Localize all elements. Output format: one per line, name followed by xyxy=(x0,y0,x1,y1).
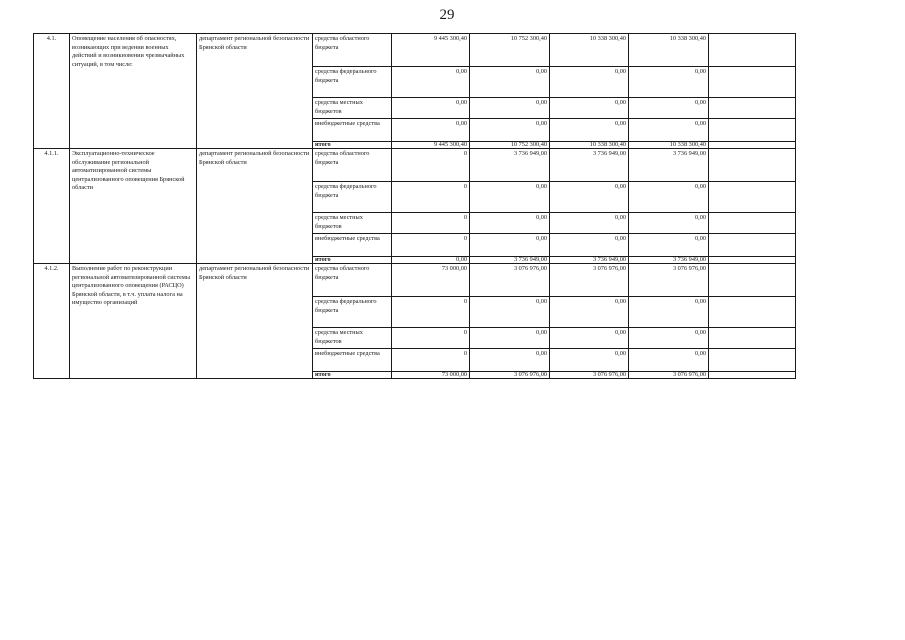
total-amount: 0,00 xyxy=(392,257,470,264)
section-code: 4.1.2. xyxy=(34,264,70,379)
amount-cell: 0,00 xyxy=(629,328,709,349)
empty-cell xyxy=(709,142,796,149)
empty-cell xyxy=(709,234,796,257)
amount-cell: 3 076 976,00 xyxy=(550,264,629,297)
total-label: итого xyxy=(313,372,392,379)
amount-cell: 0,00 xyxy=(470,349,550,372)
amount-cell: 0,00 xyxy=(470,328,550,349)
total-label: итого xyxy=(313,257,392,264)
amount-cell: 0,00 xyxy=(392,98,470,119)
empty-cell xyxy=(709,257,796,264)
amount-cell: 3 076 976,00 xyxy=(629,264,709,297)
amount-cell: 0,00 xyxy=(550,98,629,119)
funding-source: внебюджетные средства xyxy=(313,234,392,257)
total-amount: 3 076 976,00 xyxy=(550,372,629,379)
total-amount: 3 736 949,00 xyxy=(629,257,709,264)
total-amount: 3 736 949,00 xyxy=(550,257,629,264)
budget-table xyxy=(33,33,796,379)
amount-cell: 10 752 300,40 xyxy=(470,34,550,67)
funding-source: средства федерального бюджета xyxy=(313,67,392,98)
funding-source: внебюджетные средства xyxy=(313,349,392,372)
amount-cell: 0,00 xyxy=(470,213,550,234)
empty-cell xyxy=(709,182,796,213)
amount-cell: 0,00 xyxy=(550,119,629,142)
amount-cell: 0,00 xyxy=(470,182,550,213)
amount-cell: 0,00 xyxy=(392,67,470,98)
amount-cell: 0,00 xyxy=(550,297,629,328)
amount-cell: 0,00 xyxy=(550,182,629,213)
page-number: 29 xyxy=(439,7,455,23)
total-amount: 10 338 300,40 xyxy=(550,142,629,149)
amount-cell: 0,00 xyxy=(629,213,709,234)
empty-cell xyxy=(709,34,796,67)
section-name: Выполнение работ по реконструкции региональной автоматизированной системы централизованного оповещения (РАСЦО) Брянской области, в т.ч. уплата налога на имущество организаций xyxy=(70,264,197,379)
amount-cell: 0,00 xyxy=(470,98,550,119)
table-row xyxy=(34,149,796,182)
total-amount: 10 752 300,40 xyxy=(470,142,550,149)
amount-cell: 10 338 300,40 xyxy=(629,34,709,67)
total-amount: 9 445 300,40 xyxy=(392,142,470,149)
section-name: Эксплуатационно-техническое обслуживание региональной автоматизированной системы централизованного оповещения Брянской области xyxy=(70,149,197,264)
amount-cell: 9 445 300,40 xyxy=(392,34,470,67)
amount-cell: 0 xyxy=(392,349,470,372)
amount-cell: 0,00 xyxy=(629,297,709,328)
funding-source: средства областного бюджета xyxy=(313,264,392,297)
amount-cell: 0,00 xyxy=(470,234,550,257)
funding-source: внебюджетные средства xyxy=(313,119,392,142)
amount-cell: 0,00 xyxy=(629,182,709,213)
empty-cell xyxy=(709,372,796,379)
funding-source: средства областного бюджета xyxy=(313,149,392,182)
amount-cell: 0 xyxy=(392,297,470,328)
amount-cell: 0 xyxy=(392,213,470,234)
funding-source: средства федерального бюджета xyxy=(313,297,392,328)
amount-cell: 3 076 976,00 xyxy=(470,264,550,297)
section-executor: департамент региональной безопасности Брянской области xyxy=(197,149,313,264)
section-code: 4.1. xyxy=(34,34,70,149)
amount-cell: 73 000,00 xyxy=(392,264,470,297)
total-amount: 10 338 300,40 xyxy=(629,142,709,149)
section-name: Оповещение населения об опасностях, возникающих при ведении военных действий и возникновении чрезвычайных ситуаций, в том числе: xyxy=(70,34,197,149)
funding-source: средства местных бюджетов xyxy=(313,328,392,349)
amount-cell: 0,00 xyxy=(392,119,470,142)
total-amount: 3 736 949,00 xyxy=(470,257,550,264)
funding-source: средства местных бюджетов xyxy=(313,98,392,119)
amount-cell: 0,00 xyxy=(550,234,629,257)
amount-cell: 0,00 xyxy=(550,328,629,349)
funding-source: средства федерального бюджета xyxy=(313,182,392,213)
amount-cell: 0 xyxy=(392,182,470,213)
amount-cell: 0,00 xyxy=(550,67,629,98)
section-executor: департамент региональной безопасности Брянской области xyxy=(197,34,313,149)
empty-cell xyxy=(709,98,796,119)
amount-cell: 0,00 xyxy=(470,119,550,142)
total-label: итого xyxy=(313,142,392,149)
table-row xyxy=(34,34,796,67)
empty-cell xyxy=(709,328,796,349)
amount-cell: 0,00 xyxy=(629,67,709,98)
empty-cell xyxy=(709,213,796,234)
empty-cell xyxy=(709,149,796,182)
total-amount: 73 000,00 xyxy=(392,372,470,379)
empty-cell xyxy=(709,264,796,297)
total-amount: 3 076 976,00 xyxy=(470,372,550,379)
amount-cell: 0,00 xyxy=(629,234,709,257)
table-row xyxy=(34,264,796,297)
amount-cell: 0 xyxy=(392,234,470,257)
amount-cell: 3 736 949,00 xyxy=(629,149,709,182)
funding-source: средства местных бюджетов xyxy=(313,213,392,234)
empty-cell xyxy=(709,349,796,372)
empty-cell xyxy=(709,67,796,98)
amount-cell: 0,00 xyxy=(470,67,550,98)
amount-cell: 3 736 949,00 xyxy=(470,149,550,182)
amount-cell: 0,00 xyxy=(550,349,629,372)
amount-cell: 0,00 xyxy=(470,297,550,328)
empty-cell xyxy=(709,297,796,328)
amount-cell: 3 736 949,00 xyxy=(550,149,629,182)
amount-cell: 0,00 xyxy=(629,119,709,142)
section-code: 4.1.1. xyxy=(34,149,70,264)
amount-cell: 0,00 xyxy=(550,213,629,234)
amount-cell: 0 xyxy=(392,328,470,349)
amount-cell: 0,00 xyxy=(629,349,709,372)
total-amount: 3 076 976,00 xyxy=(629,372,709,379)
amount-cell: 0 xyxy=(392,149,470,182)
funding-source: средства областного бюджета xyxy=(313,34,392,67)
section-executor: департамент региональной безопасности Брянской области xyxy=(197,264,313,379)
amount-cell: 10 338 300,40 xyxy=(550,34,629,67)
empty-cell xyxy=(709,119,796,142)
amount-cell: 0,00 xyxy=(629,98,709,119)
